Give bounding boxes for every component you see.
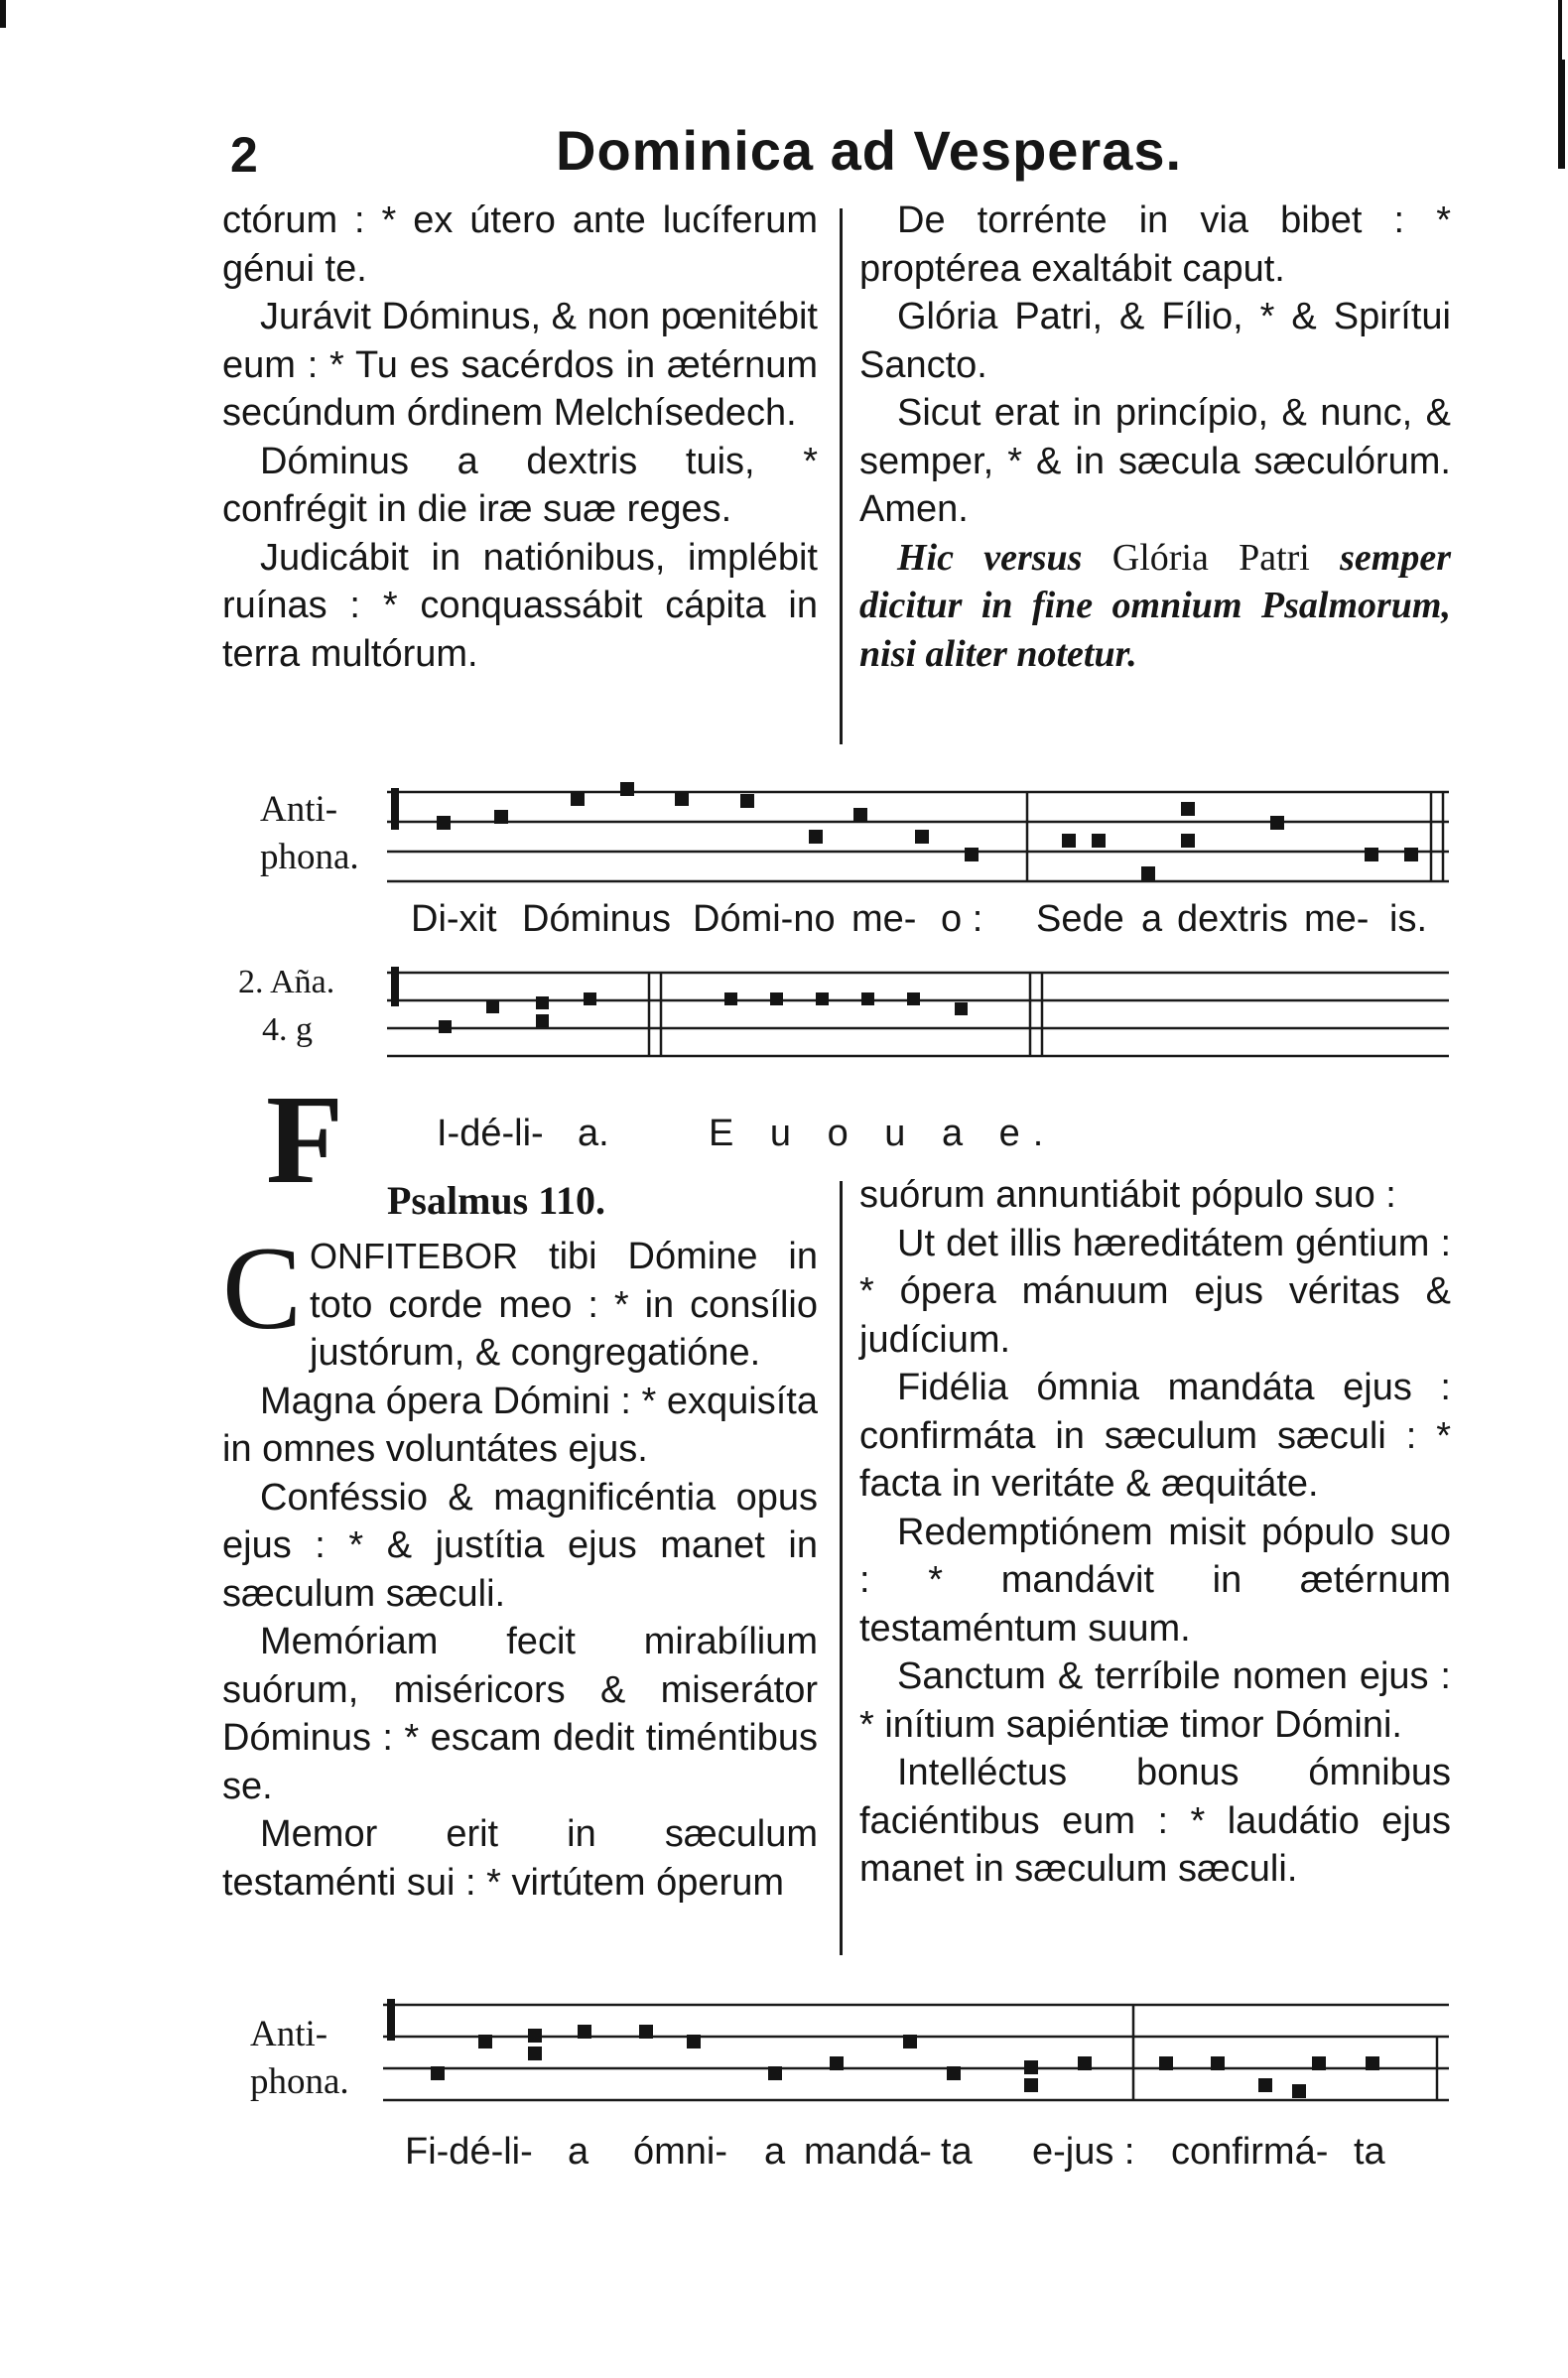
antiphon-label-line: Anti- <box>260 789 338 830</box>
chant-syllable: o : <box>941 898 983 940</box>
running-title: Dominica ad Vesperas. <box>556 119 1183 182</box>
antiphon-label-line: phona. <box>260 837 359 877</box>
verse-paragraph: Memóriam fecit mirabílium suórum, miséricors & miserátor Dóminus : * escam dedit timéntibus se. <box>222 1621 818 1807</box>
chant-syllable: a <box>764 2131 786 2173</box>
scan-edge-line <box>1562 60 1565 169</box>
verse-paragraph: Dóminus a dextris tuis, * confrégit in die iræ suæ reges. <box>222 440 818 530</box>
verse-paragraph: Fidélia ómnia mandáta ejus : confirmáta in sæculum sæculi : * facta in veritáte & æquitáte. <box>859 1367 1451 1505</box>
chant-syllable: Dóminus <box>522 898 671 940</box>
verse-paragraph: Sicut erat in princípio, & nunc, & semper, * & in sæcula sæculórum. Amen. <box>859 392 1451 530</box>
first-word: ONFITEBOR <box>310 1236 519 1276</box>
tone-mode: 4. g <box>262 1011 313 1048</box>
verse-continuation: suórum annuntiábit pópulo suo : <box>859 1174 1396 1216</box>
top-left-column <box>222 197 818 678</box>
psalm-right-column <box>859 1171 1451 1894</box>
chant-staff-antiphon-2 <box>383 1985 1459 2124</box>
dropped-initial: C <box>222 1222 303 1354</box>
top-right-column <box>859 197 1451 678</box>
verse-paragraph: Jurávit Dóminus, & non pœnitébit eum : * Tu es sacérdos in ætérnum secúndum órdinem Melchísedech. <box>222 296 818 434</box>
chant-syllable: confirmá- <box>1171 2131 1329 2173</box>
psalm-title: Psalmus 110. <box>387 1178 606 1223</box>
verse-paragraph: Magna ópera Dómini : * exquisíta in omnes voluntátes ejus. <box>222 1380 818 1470</box>
chant-syllable: is. <box>1389 898 1427 940</box>
page-number: 2 <box>230 127 258 183</box>
psalm-first-verse <box>222 1222 818 1378</box>
antiphon-label-line: phona. <box>250 2061 349 2102</box>
chant-syllable: a <box>1141 898 1163 940</box>
verse-paragraph: Judicábit in natiónibus, implébit ruínas : * conquassábit cápita in terra multórum. <box>222 536 818 675</box>
chant-syllable: Sede <box>1036 898 1124 940</box>
chant-syllable: ómni- <box>633 2131 728 2173</box>
verse-paragraph: Memor erit in sæculum testaménti sui : * virtútem óperum <box>222 1813 818 1904</box>
rubric-normal: Glória Patri <box>1111 536 1310 579</box>
rubric-italic: semper dicitur in fine omnium Psalmorum, nisi aliter notetur. <box>859 536 1451 675</box>
chant-syllable: e-jus : <box>1032 2131 1135 2173</box>
antiphon-label <box>260 786 359 881</box>
verse-paragraph: Conféssio & magnificéntia opus ejus : * & justítia ejus manet in sæculum sæculi. <box>222 1476 818 1615</box>
chant-syllable: me- <box>1304 898 1370 940</box>
column-rule <box>840 1181 843 1955</box>
column-rule <box>840 208 843 744</box>
chant-staff-tone <box>387 953 1459 1062</box>
chant-syllable: Dómi-no <box>693 898 836 940</box>
scan-edge-mark <box>0 0 6 28</box>
verse-paragraph: Intelléctus bonus ómnibus faciéntibus eum : * laudátio ejus manet in sæculum sæculi. <box>859 1752 1451 1890</box>
chant-syllable: a. <box>578 1113 609 1154</box>
chant-syllable: me- <box>851 898 917 940</box>
chant-syllable: I-dé-li- <box>437 1113 544 1154</box>
rubric-italic: Hic versus <box>897 536 1083 579</box>
euouae-syllables: E u o u a e. <box>709 1113 1057 1154</box>
chant-syllable: ta <box>1354 2131 1385 2173</box>
chant-syllable: Fi-dé-li- <box>405 2131 533 2173</box>
first-verse-rest: tibi Dómine in toto corde meo : * in consílio justórum, & congregatióne. <box>310 1236 818 1374</box>
antiphon-label-line: Anti- <box>250 2014 328 2054</box>
tone-label: 2. Aña. <box>238 964 335 1000</box>
rubric-note <box>859 534 1451 679</box>
chant-syllable: Di-xit <box>411 898 497 940</box>
chant-staff-antiphon-1 <box>387 772 1459 891</box>
psalm-left-column <box>222 1222 818 1907</box>
chant-syllable: a <box>568 2131 589 2173</box>
chant-syllable: mandá- <box>804 2131 932 2173</box>
verse-paragraph: Glória Patri, & Fílio, * & Spirítui Sancto. <box>859 296 1451 386</box>
chant-syllable: dextris <box>1177 898 1288 940</box>
dropped-initial: F <box>266 1069 344 1210</box>
verse-paragraph: De torrénte in via bibet : * proptérea exaltábit caput. <box>859 199 1451 290</box>
verse-paragraph: ctórum : * ex útero ante lucíferum génui te. <box>222 199 818 290</box>
verse-paragraph: Sanctum & terríbile nomen ejus : * inítium sapiéntiæ timor Dómini. <box>859 1655 1451 1746</box>
verse-paragraph: Redemptiónem misit pópulo suo : * mandávit in ætérnum testaméntum suum. <box>859 1511 1451 1650</box>
antiphon-label <box>250 2011 349 2106</box>
verse-paragraph: Ut det illis hæreditátem géntium : * ópera mánuum ejus véritas & judícium. <box>859 1222 1451 1361</box>
chant-syllable: ta <box>941 2131 973 2173</box>
